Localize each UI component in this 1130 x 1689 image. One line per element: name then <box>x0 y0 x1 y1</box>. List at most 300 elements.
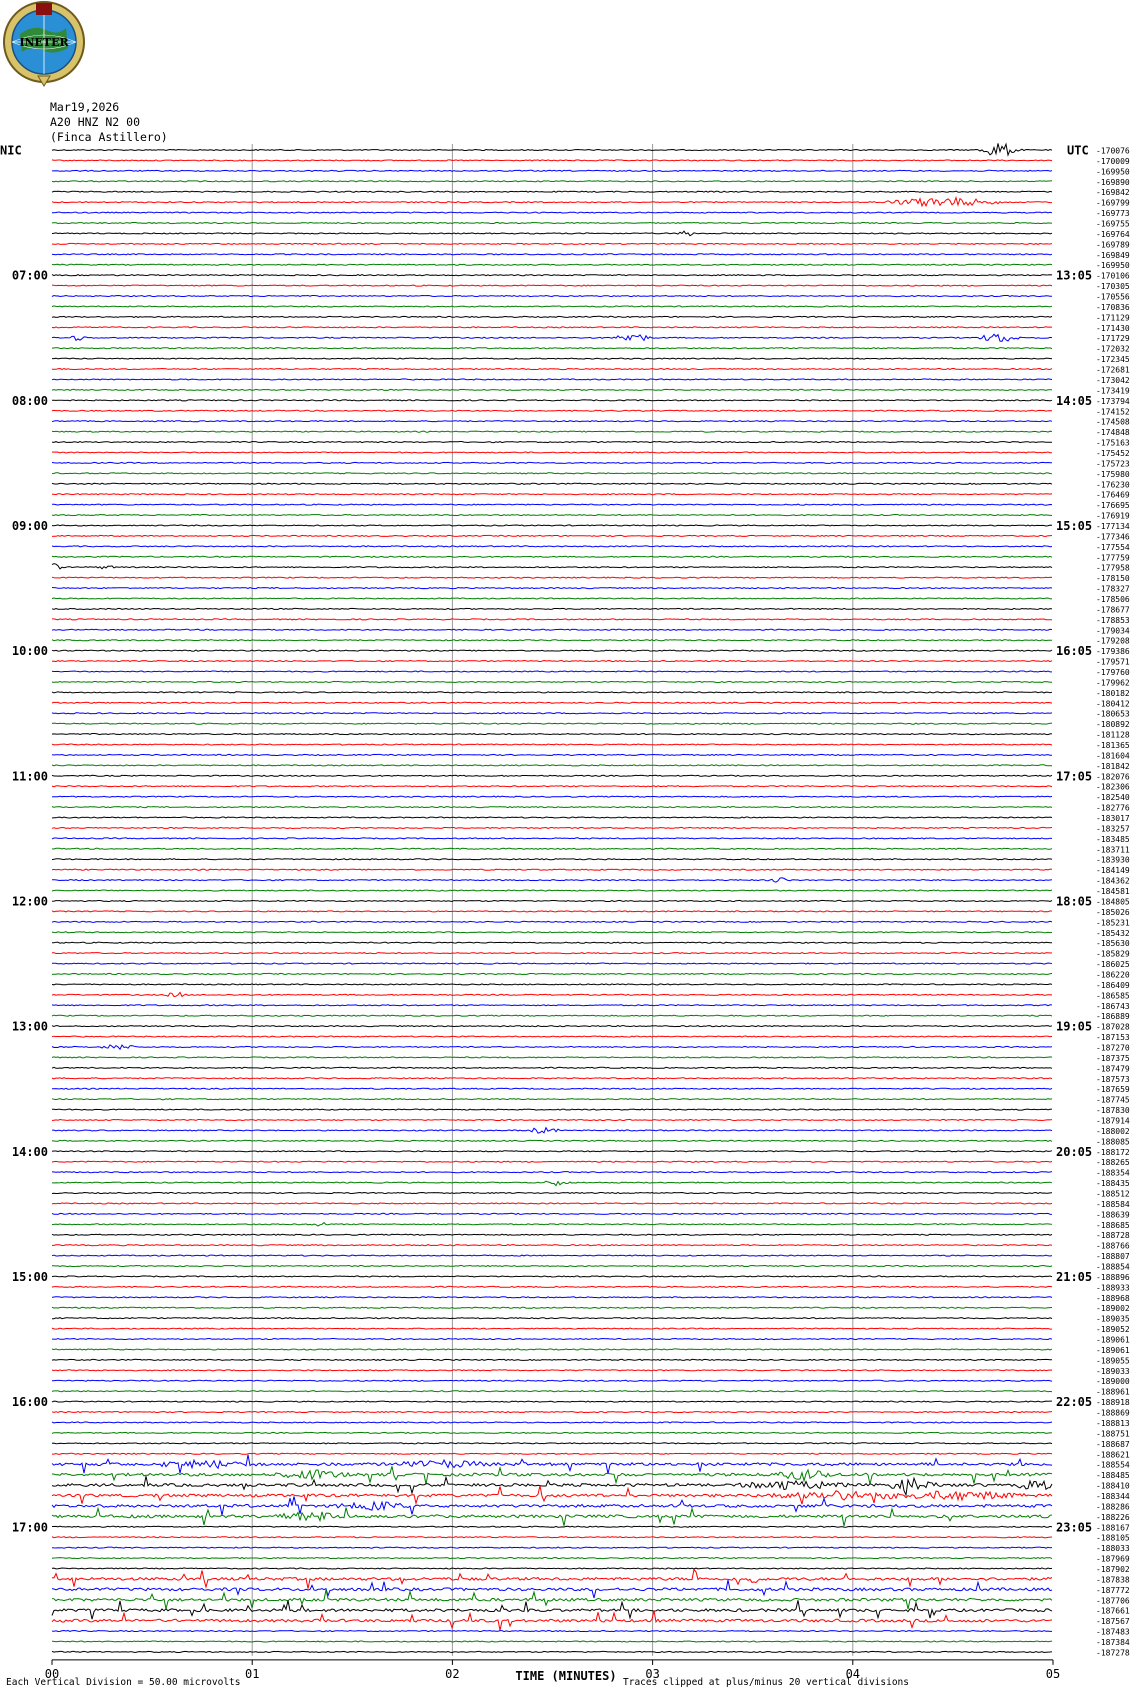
trace-line <box>52 1193 1052 1194</box>
trace-line <box>52 546 1052 547</box>
trace-line <box>52 1443 1052 1444</box>
trace-value-label: -189002 <box>1096 1304 1130 1314</box>
trace-value-label: -174152 <box>1096 407 1130 417</box>
trace-line <box>52 1526 1052 1527</box>
trace-line <box>52 1318 1052 1319</box>
trace-value-label: -176919 <box>1096 511 1130 521</box>
trace-line <box>52 358 1052 359</box>
trace-line <box>52 1432 1052 1433</box>
trace-line <box>52 1078 1052 1079</box>
trace-line <box>52 1276 1052 1277</box>
trace-value-label: -177346 <box>1096 532 1130 542</box>
trace-line <box>52 681 1052 682</box>
trace-value-label: -178506 <box>1096 594 1130 604</box>
trace-line <box>52 671 1052 672</box>
trace-line <box>52 410 1052 411</box>
trace-value-label: -177134 <box>1096 521 1130 531</box>
x-tick-label: 00 <box>44 1666 60 1681</box>
trace-value-label: -177759 <box>1096 553 1130 563</box>
trace-line <box>52 285 1052 286</box>
left-time-label: 10:00 <box>11 644 48 659</box>
left-time-label: 17:00 <box>11 1520 48 1535</box>
trace-value-label: -183017 <box>1096 814 1130 824</box>
trace-value-label: -184149 <box>1096 866 1130 876</box>
trace-value-label: -187969 <box>1096 1554 1130 1564</box>
trace-line <box>52 942 1052 943</box>
trace-line <box>52 1611 1052 1631</box>
trace-line <box>52 1547 1052 1548</box>
trace-line <box>52 1641 1052 1642</box>
trace-line <box>52 765 1052 766</box>
trace-line <box>52 1266 1052 1267</box>
trace-value-label: -188918 <box>1096 1398 1130 1408</box>
trace-value-label: -187659 <box>1096 1085 1130 1095</box>
trace-line <box>52 1370 1052 1371</box>
trace-value-label: -188033 <box>1096 1544 1130 1554</box>
trace-line <box>52 1245 1052 1246</box>
trace-value-label: -188766 <box>1096 1241 1130 1251</box>
trace-value-label: -187830 <box>1096 1106 1130 1116</box>
right-timezone-label: UTC <box>1067 143 1089 158</box>
trace-line <box>52 212 1052 213</box>
trace-line <box>52 786 1052 787</box>
trace-value-label: -188435 <box>1096 1179 1130 1189</box>
trace-line <box>52 306 1052 307</box>
trace-value-label: -185026 <box>1096 907 1130 917</box>
trace-line <box>52 1099 1052 1100</box>
x-axis-label: TIME (MINUTES) <box>515 1669 617 1683</box>
trace-value-label: -189055 <box>1096 1356 1130 1366</box>
trace-line <box>52 859 1052 860</box>
trace-value-label: -188621 <box>1096 1450 1130 1460</box>
trace-value-label: -171129 <box>1096 313 1130 323</box>
trace-value-label: -169950 <box>1096 167 1130 177</box>
trace-line <box>52 1067 1052 1068</box>
trace-value-label: -169842 <box>1096 188 1130 198</box>
trace-line <box>52 327 1052 328</box>
trace-value-label: -188968 <box>1096 1293 1130 1303</box>
trace-line <box>52 231 1052 236</box>
trace-value-label: -187028 <box>1096 1022 1130 1032</box>
trace-line <box>52 243 1052 244</box>
trace-line <box>52 992 1052 996</box>
trace-value-label: -180653 <box>1096 709 1130 719</box>
trace-value-label: -169773 <box>1096 209 1130 219</box>
trace-value-label: -189033 <box>1096 1366 1130 1376</box>
trace-line <box>52 1119 1052 1120</box>
trace-line <box>52 754 1052 755</box>
trace-value-label: -172681 <box>1096 365 1130 375</box>
trace-line <box>52 535 1052 536</box>
trace-value-label: -179962 <box>1096 678 1130 688</box>
left-timezone-label: NIC <box>0 143 22 158</box>
trace-line <box>52 1380 1052 1381</box>
trace-value-label: -170009 <box>1096 156 1130 166</box>
right-time-label: 20:05 <box>1056 1144 1093 1159</box>
right-time-label: 18:05 <box>1056 894 1093 909</box>
trace-value-label: -188554 <box>1096 1460 1130 1470</box>
logo-text: INETER <box>19 36 69 49</box>
clip-note: Traces clipped at plus/minus 20 vertical divisions <box>623 1677 909 1688</box>
trace-value-label: -187483 <box>1096 1627 1130 1637</box>
trace-value-label: -188410 <box>1096 1481 1130 1491</box>
trace-value-label: -188485 <box>1096 1471 1130 1481</box>
trace-value-label: -187914 <box>1096 1116 1130 1126</box>
trace-value-label: -188344 <box>1096 1491 1130 1501</box>
trace-line <box>52 1569 1052 1588</box>
right-time-label: 19:05 <box>1056 1019 1093 1034</box>
trace-line <box>52 296 1052 297</box>
trace-line <box>52 1651 1052 1652</box>
trace-value-label: -169950 <box>1096 261 1130 271</box>
trace-value-label: -187567 <box>1096 1617 1130 1627</box>
trace-value-label: -187706 <box>1096 1596 1130 1606</box>
trace-line <box>52 316 1052 317</box>
trace-value-label: -175452 <box>1096 448 1130 458</box>
trace-value-label: -186409 <box>1096 980 1130 990</box>
trace-line <box>52 525 1052 526</box>
trace-line <box>52 515 1052 516</box>
trace-line <box>52 598 1052 599</box>
right-time-label: 14:05 <box>1056 393 1093 408</box>
left-time-label: 13:00 <box>11 1019 48 1034</box>
x-tick-label: 01 <box>244 1666 260 1681</box>
trace-line <box>52 640 1052 641</box>
trace-value-label: -184362 <box>1096 876 1130 886</box>
trace-value-label: -170556 <box>1096 292 1130 302</box>
trace-line <box>52 1486 1052 1505</box>
trace-line <box>52 838 1052 839</box>
trace-value-label: -178150 <box>1096 574 1130 584</box>
trace-line <box>52 1045 1052 1049</box>
trace-line <box>52 1401 1052 1402</box>
trace-value-label: -188265 <box>1096 1158 1130 1168</box>
trace-line <box>52 556 1052 557</box>
trace-line <box>52 911 1052 912</box>
trace-value-label: -180412 <box>1096 699 1130 709</box>
trace-line <box>52 723 1052 724</box>
left-time-label: 14:00 <box>11 1144 48 1159</box>
trace-line <box>52 1558 1052 1559</box>
trace-value-label: -187661 <box>1096 1606 1130 1616</box>
trace-line <box>52 1537 1052 1538</box>
trace-value-label: -188961 <box>1096 1387 1130 1397</box>
left-time-label: 12:00 <box>11 894 48 909</box>
trace-value-label: -188687 <box>1096 1439 1130 1449</box>
trace-line <box>52 198 1052 206</box>
left-time-label: 16:00 <box>11 1395 48 1410</box>
trace-value-label: -187270 <box>1096 1043 1130 1053</box>
right-time-label: 13:05 <box>1056 268 1093 283</box>
trace-line <box>52 483 1052 484</box>
trace-line <box>52 775 1052 776</box>
trace-line <box>52 878 1052 882</box>
trace-value-label: -179034 <box>1096 626 1130 636</box>
trace-value-label: -184805 <box>1096 897 1130 907</box>
trace-line <box>52 348 1052 349</box>
x-tick-label: 03 <box>645 1666 660 1681</box>
trace-value-label: -178853 <box>1096 615 1130 625</box>
trace-value-label: -181842 <box>1096 761 1130 771</box>
trace-line <box>52 900 1052 901</box>
trace-line <box>52 984 1052 985</box>
trace-value-label: -178327 <box>1096 584 1130 594</box>
trace-line <box>52 1203 1052 1204</box>
trace-value-label: -188226 <box>1096 1512 1130 1522</box>
left-time-label: 07:00 <box>11 268 48 283</box>
trace-value-label: -187479 <box>1096 1064 1130 1074</box>
trace-line <box>52 1286 1052 1287</box>
trace-line <box>52 1455 1052 1474</box>
trace-value-label: -188813 <box>1096 1418 1130 1428</box>
trace-value-label: -187278 <box>1096 1648 1130 1658</box>
trace-line <box>52 1568 1052 1569</box>
trace-line <box>52 1297 1052 1298</box>
trace-line <box>52 452 1052 453</box>
trace-line <box>52 629 1052 630</box>
trace-value-label: -188685 <box>1096 1220 1130 1230</box>
trace-value-label: -169789 <box>1096 240 1130 250</box>
record-date: Mar19,2026 <box>50 100 120 114</box>
x-tick-label: 05 <box>1045 1666 1061 1681</box>
right-time-label: 17:05 <box>1056 769 1093 784</box>
trace-line <box>52 1109 1052 1110</box>
trace-value-label: -182076 <box>1096 772 1130 782</box>
trace-value-label: -181604 <box>1096 751 1130 761</box>
trace-value-label: -179208 <box>1096 636 1130 646</box>
trace-value-label: -185432 <box>1096 928 1130 938</box>
trace-line <box>52 848 1052 849</box>
trace-value-label: -175723 <box>1096 459 1130 469</box>
trace-line <box>52 1307 1052 1308</box>
trace-line <box>52 1213 1052 1214</box>
trace-value-label: -186220 <box>1096 970 1130 980</box>
trace-line <box>52 713 1052 714</box>
trace-line <box>52 1223 1052 1226</box>
trace-line <box>52 817 1052 818</box>
trace-line <box>52 254 1052 255</box>
trace-line <box>52 1453 1052 1454</box>
trace-line <box>52 494 1052 495</box>
trace-line <box>52 744 1052 745</box>
trace-line <box>52 421 1052 422</box>
trace-line <box>52 1128 1052 1133</box>
trace-value-label: -188167 <box>1096 1523 1130 1533</box>
trace-value-label: -183257 <box>1096 824 1130 834</box>
trace-value-label: -182776 <box>1096 803 1130 813</box>
trace-line <box>52 650 1052 651</box>
trace-line <box>52 160 1052 161</box>
trace-line <box>52 431 1052 432</box>
trace-value-label: -169849 <box>1096 250 1130 260</box>
trace-value-label: -187838 <box>1096 1575 1130 1585</box>
trace-value-label: -176695 <box>1096 501 1130 511</box>
trace-line <box>52 191 1052 192</box>
trace-line <box>52 921 1052 922</box>
trace-value-label: -176230 <box>1096 480 1130 490</box>
trace-value-label: -172345 <box>1096 355 1130 365</box>
trace-line <box>52 442 1052 443</box>
trace-value-label: -178677 <box>1096 605 1130 615</box>
trace-line <box>52 275 1052 276</box>
trace-value-label: -185630 <box>1096 939 1130 949</box>
trace-line <box>52 1580 1052 1598</box>
trace-value-label: -187375 <box>1096 1053 1130 1063</box>
right-time-label: 16:05 <box>1056 644 1093 659</box>
trace-value-label: -184581 <box>1096 887 1130 897</box>
trace-line <box>52 1015 1052 1016</box>
trace-value-label: -180892 <box>1096 720 1130 730</box>
left-time-label: 15:00 <box>11 1269 48 1284</box>
trace-value-label: -170305 <box>1096 282 1130 292</box>
trace-value-label: -169755 <box>1096 219 1130 229</box>
trace-value-label: -170106 <box>1096 271 1130 281</box>
trace-value-label: -181365 <box>1096 741 1130 751</box>
station-code: A20 HNZ N2 00 <box>50 115 141 129</box>
trace-value-label: -189061 <box>1096 1345 1130 1355</box>
trace-line <box>52 1172 1052 1173</box>
right-time-label: 15:05 <box>1056 518 1093 533</box>
scale-note: Each Vertical Division = 50.00 microvolts <box>6 1677 241 1688</box>
trace-line <box>52 1140 1052 1141</box>
trace-value-label: -188105 <box>1096 1533 1130 1543</box>
trace-value-label: -181128 <box>1096 730 1130 740</box>
trace-line <box>52 869 1052 870</box>
trace-value-label: -187384 <box>1096 1637 1130 1647</box>
trace-line <box>52 389 1052 390</box>
trace-line <box>52 890 1052 891</box>
trace-line <box>52 734 1052 735</box>
trace-line <box>52 1328 1052 1329</box>
trace-line <box>52 1349 1052 1350</box>
trace-line <box>52 223 1052 224</box>
trace-line <box>52 1255 1052 1256</box>
trace-value-label: -189052 <box>1096 1325 1130 1335</box>
trace-line <box>52 264 1052 265</box>
trace-line <box>52 953 1052 954</box>
trace-value-label: -182540 <box>1096 793 1130 803</box>
trace-line <box>52 1005 1052 1006</box>
trace-line <box>52 369 1052 370</box>
trace-value-label: -172032 <box>1096 344 1130 354</box>
trace-value-label: -188854 <box>1096 1262 1130 1272</box>
trace-value-label: -177554 <box>1096 542 1130 552</box>
station-site: (Finca Astillero) <box>50 130 168 144</box>
trace-line <box>52 619 1052 620</box>
trace-value-label: -186585 <box>1096 991 1130 1001</box>
trace-value-label: -186889 <box>1096 1012 1130 1022</box>
trace-value-label: -189035 <box>1096 1314 1130 1324</box>
trace-value-label: -171729 <box>1096 334 1130 344</box>
trace-line <box>52 1631 1052 1632</box>
trace-line <box>52 963 1052 964</box>
trace-line <box>52 1181 1052 1185</box>
trace-value-label: -177958 <box>1096 563 1130 573</box>
trace-value-label: -183711 <box>1096 845 1130 855</box>
trace-line <box>52 462 1052 463</box>
trace-line <box>52 1476 1052 1495</box>
trace-value-label: -188172 <box>1096 1147 1130 1157</box>
trace-value-label: -183930 <box>1096 855 1130 865</box>
trace-line <box>52 334 1052 341</box>
trace-value-label: -173419 <box>1096 386 1130 396</box>
trace-line <box>52 1391 1052 1392</box>
trace-value-label: -187745 <box>1096 1095 1130 1105</box>
trace-line <box>52 1497 1052 1516</box>
trace-value-label: -175163 <box>1096 438 1130 448</box>
trace-line <box>52 1600 1052 1619</box>
trace-value-label: -173042 <box>1096 375 1130 385</box>
trace-line <box>52 379 1052 380</box>
left-time-label: 08:00 <box>11 393 48 408</box>
trace-value-label: -189000 <box>1096 1377 1130 1387</box>
trace-line <box>52 692 1052 693</box>
trace-line <box>52 1339 1052 1340</box>
trace-value-label: -183485 <box>1096 834 1130 844</box>
trace-value-label: -174848 <box>1096 428 1130 438</box>
trace-value-label: -188002 <box>1096 1126 1130 1136</box>
trace-value-label: -185829 <box>1096 949 1130 959</box>
right-time-label: 23:05 <box>1056 1520 1093 1535</box>
trace-line <box>52 702 1052 703</box>
trace-value-label: -188085 <box>1096 1137 1130 1147</box>
trace-value-label: -170076 <box>1096 146 1130 156</box>
trace-line <box>52 608 1052 609</box>
trace-value-label: -169799 <box>1096 198 1130 208</box>
x-tick-label: 02 <box>445 1666 460 1681</box>
trace-line <box>52 1508 1052 1526</box>
trace-line <box>52 1088 1052 1089</box>
trace-value-label: -188354 <box>1096 1168 1130 1178</box>
trace-line <box>52 181 1052 182</box>
trace-value-label: -186743 <box>1096 1001 1130 1011</box>
trace-line <box>52 827 1052 828</box>
trace-value-label: -188869 <box>1096 1408 1130 1418</box>
trace-line <box>52 1036 1052 1037</box>
trace-line <box>52 1422 1052 1423</box>
trace-value-label: -188584 <box>1096 1199 1130 1209</box>
trace-line <box>52 1590 1052 1609</box>
trace-value-label: -187772 <box>1096 1585 1130 1595</box>
trace-value-label: -188286 <box>1096 1502 1130 1512</box>
trace-value-label: -188933 <box>1096 1283 1130 1293</box>
left-time-label: 09:00 <box>11 518 48 533</box>
trace-value-label: -188751 <box>1096 1429 1130 1439</box>
trace-value-label: -175980 <box>1096 469 1130 479</box>
trace-line <box>52 577 1052 578</box>
x-tick-label: 04 <box>845 1666 861 1681</box>
trace-line <box>52 1359 1052 1360</box>
trace-line <box>52 143 1052 155</box>
trace-line <box>52 661 1052 662</box>
trace-value-label: -185231 <box>1096 918 1130 928</box>
trace-line <box>52 1151 1052 1152</box>
trace-value-label: -174508 <box>1096 417 1130 427</box>
trace-value-label: -179571 <box>1096 657 1130 667</box>
trace-value-label: -188728 <box>1096 1231 1130 1241</box>
trace-value-label: -169890 <box>1096 177 1130 187</box>
trace-value-label: -169764 <box>1096 229 1130 239</box>
right-time-label: 21:05 <box>1056 1269 1093 1284</box>
trace-line <box>52 588 1052 589</box>
trace-value-label: -187902 <box>1096 1564 1130 1574</box>
trace-value-label: -176469 <box>1096 490 1130 500</box>
trace-value-label: -171430 <box>1096 323 1130 333</box>
trace-value-label: -187153 <box>1096 1033 1130 1043</box>
trace-line <box>52 1161 1052 1162</box>
trace-line <box>52 473 1052 474</box>
trace-value-label: -188896 <box>1096 1272 1130 1282</box>
